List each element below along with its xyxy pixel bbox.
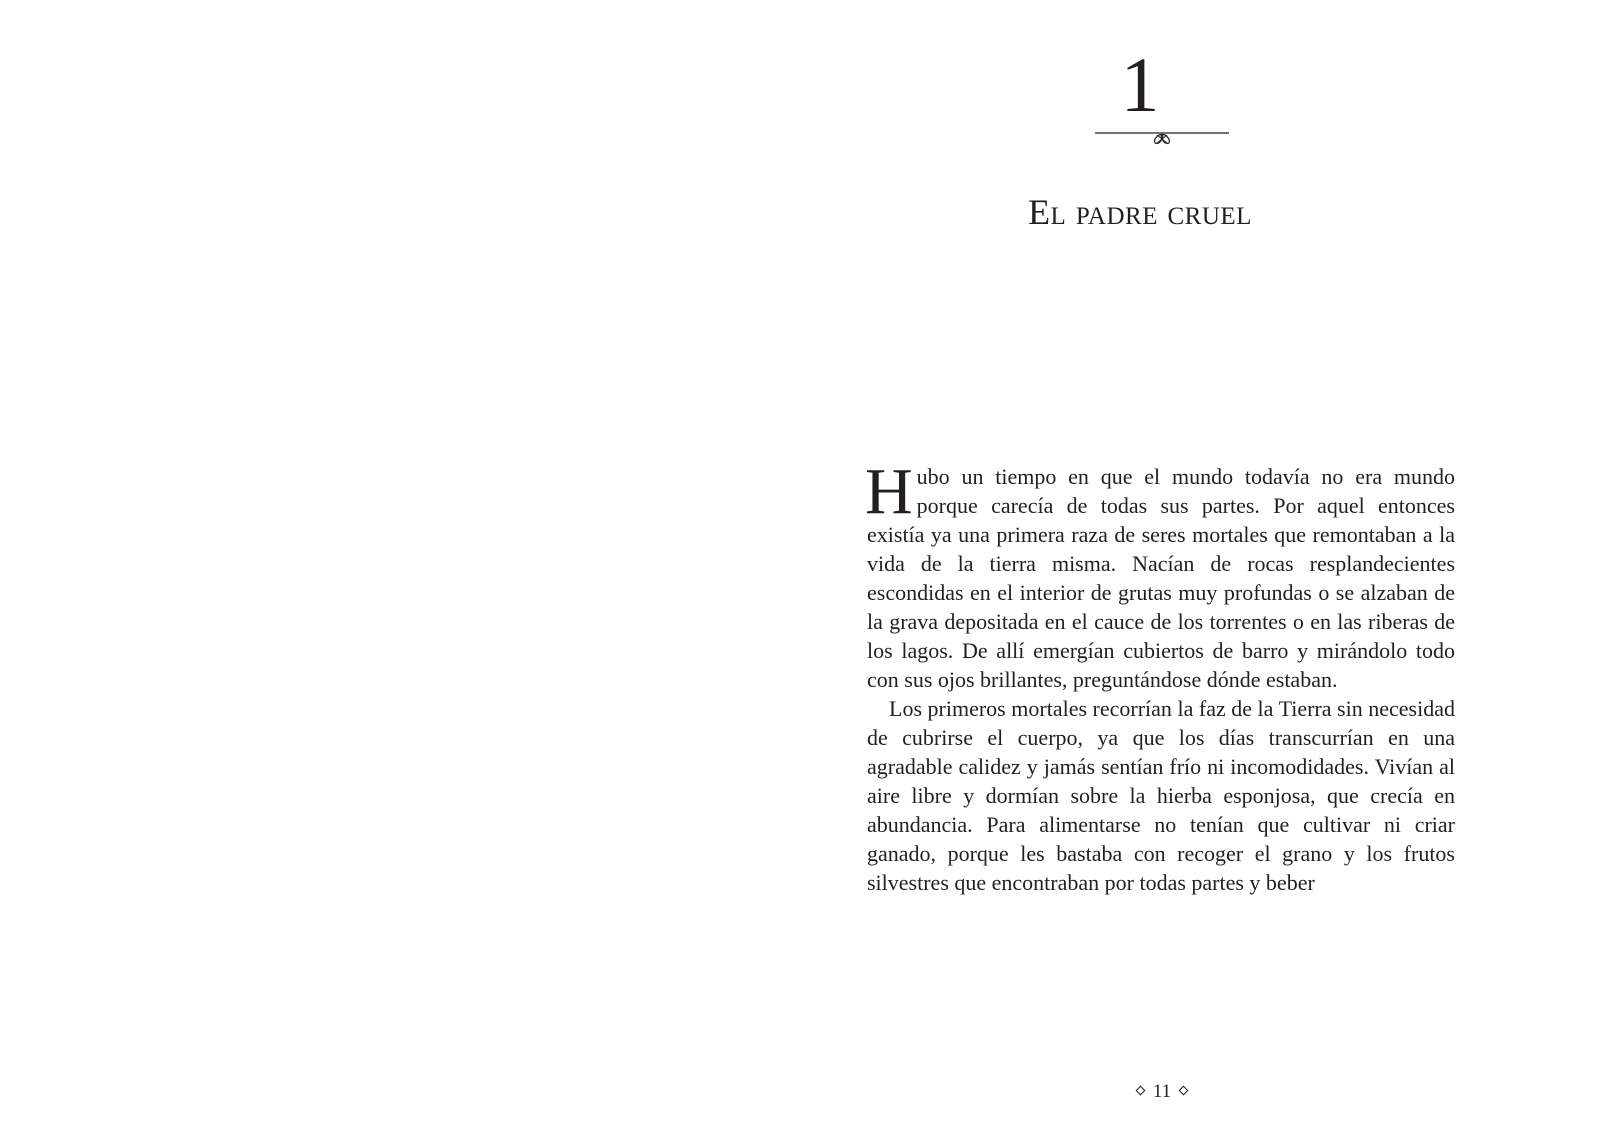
- drop-cap: H: [865, 455, 913, 528]
- diamond-left-icon: [1135, 1086, 1145, 1096]
- paragraph-2: Los primeros mortales recorrían la faz de la Tierra sin necesidad de cubrirse el cuerpo, ya que los días transcurrían en una agradable calidez y jamás sentían frío ni incomodidades. Vivían al aire libre y dormían sobre la hierba esponjosa, que crecía en abundancia. Para alimentarse no tenían que cultivar ni criar ganado, porque les bastaba con recoger el grano y los frutos silvestres que encontraban por todas partes y beber: [867, 696, 1455, 895]
- page-number: 11: [1152, 1081, 1172, 1102]
- left-page-blank: [0, 0, 798, 1125]
- chapter-title: El padre cruel: [1028, 192, 1252, 232]
- chapter-ornament-icon: [1095, 127, 1229, 149]
- paragraph-1: [865, 455, 1455, 694]
- diamond-right-icon: [1179, 1086, 1189, 1096]
- paragraph-1-text: ubo un tiempo en que el mundo todavía no era mundo porque carecía de todas sus partes. Por aquel entonces existía ya una primera raza de seres mortales que remontaban a la vida de la tierra misma. Nacían de rocas resplandecientes escondidas en el interior de grutas muy profundas o se alzaban de la grava depositada en el cauce de los torrentes o en las riberas de los lagos. De allí emergían cubiertos de barro y mirándolo todo con sus ojos brillantes, preguntándose dónde estaban.: [867, 464, 1455, 692]
- page-folio: [1110, 1081, 1214, 1103]
- chapter-body-text: [865, 455, 1455, 897]
- chapter-number: 1: [1120, 41, 1160, 128]
- double-loop-flourish-icon: [1095, 127, 1229, 149]
